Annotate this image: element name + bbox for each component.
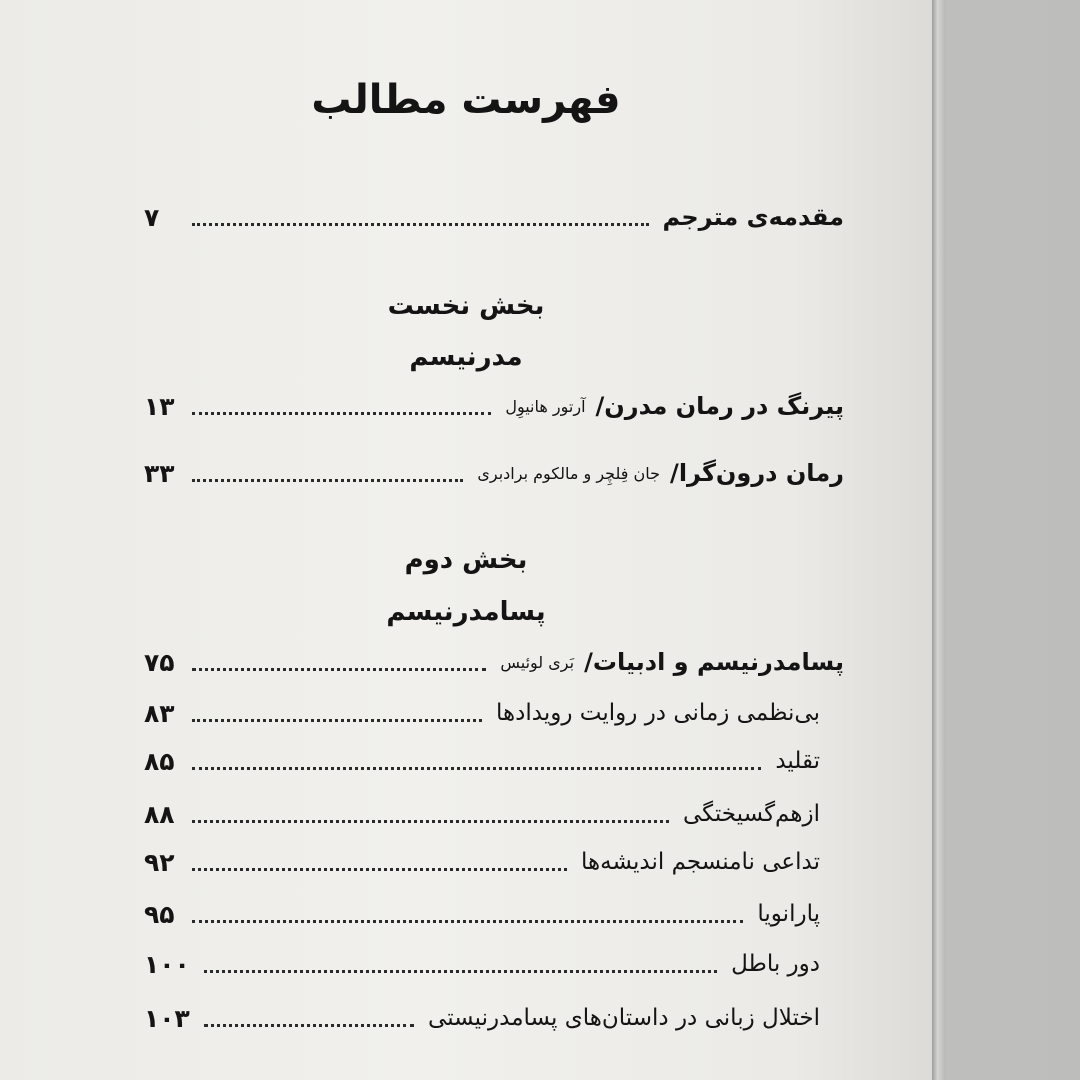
toc-entry bbox=[144, 453, 844, 493]
entry-page-number: ۱۰۰ bbox=[144, 949, 190, 979]
entry-page-number: ۷۵ bbox=[144, 647, 175, 677]
entry-author: جان فِلچِر و مالکوم برادبری bbox=[477, 463, 661, 483]
dot-leader bbox=[204, 968, 717, 973]
entry-page-number: ۹۲ bbox=[144, 847, 175, 877]
dot-leader bbox=[192, 866, 567, 871]
dot-leader bbox=[192, 410, 491, 415]
toc-entry-intro bbox=[144, 197, 844, 237]
entry-title: پیرنگ در رمان مدرن/ bbox=[595, 392, 844, 420]
entry-page-number: ۹۵ bbox=[144, 899, 175, 929]
entry-title: پسامدرنیسم و ادبیات/ bbox=[584, 648, 844, 676]
entry-title: تداعی نامنسجم اندیشه‌ها bbox=[581, 849, 820, 875]
dot-leader bbox=[192, 717, 482, 722]
toc-subentry bbox=[144, 998, 820, 1038]
entry-page-number: ۸۵ bbox=[144, 746, 175, 776]
entry-title: پارانویا bbox=[757, 901, 820, 927]
entry-author: آرتور هانیوِل bbox=[505, 396, 586, 416]
dot-leader bbox=[192, 818, 669, 823]
entry-title: بی‌نظمی زمانی در روایت رویدادها bbox=[496, 700, 820, 726]
toc-entry bbox=[144, 386, 844, 426]
toc-subentry bbox=[144, 693, 820, 733]
part1-heading: بخش نخست bbox=[387, 291, 545, 321]
part2-subheading: پسامدرنیسم bbox=[386, 597, 546, 627]
page-title: فهرست مطالب bbox=[311, 77, 621, 123]
entry-page-number: ۸۸ bbox=[144, 799, 175, 829]
entry-page-number: ۸۳ bbox=[144, 698, 175, 728]
dot-leader bbox=[192, 477, 463, 482]
toc-subentry bbox=[144, 842, 820, 882]
dot-leader bbox=[192, 765, 761, 770]
entry-page-number: ۱۰۳ bbox=[144, 1003, 190, 1033]
toc-subentry bbox=[144, 794, 820, 834]
part1-subheading: مدرنیسم bbox=[409, 342, 523, 372]
entry-title: رمان درون‌گرا/ bbox=[670, 459, 844, 487]
toc-subentry bbox=[144, 741, 820, 781]
entry-page-number: ۱۳ bbox=[144, 391, 175, 421]
toc-subentry bbox=[144, 894, 820, 934]
toc-subentry bbox=[144, 944, 820, 984]
toc-entry bbox=[144, 642, 844, 682]
entry-author: بَری لوئیس bbox=[500, 652, 575, 672]
dot-leader bbox=[192, 221, 649, 226]
entry-title: تقلید bbox=[775, 748, 820, 774]
dot-leader bbox=[192, 666, 486, 671]
entry-page-number: ۷ bbox=[144, 202, 160, 232]
dot-leader bbox=[192, 918, 743, 923]
entry-title: ازهم‌گسیختگی bbox=[682, 801, 820, 827]
book-page-edge bbox=[932, 0, 946, 1080]
dot-leader bbox=[204, 1022, 414, 1027]
entry-title: دور باطل bbox=[731, 951, 820, 977]
entry-title: اختلال زبانی در داستان‌های پسامدرنیستی bbox=[428, 1005, 820, 1031]
entry-page-number: ۳۳ bbox=[144, 458, 175, 488]
part2-heading: بخش دوم bbox=[404, 545, 528, 575]
entry-title: مقدمه‌ی مترجم bbox=[662, 203, 844, 231]
